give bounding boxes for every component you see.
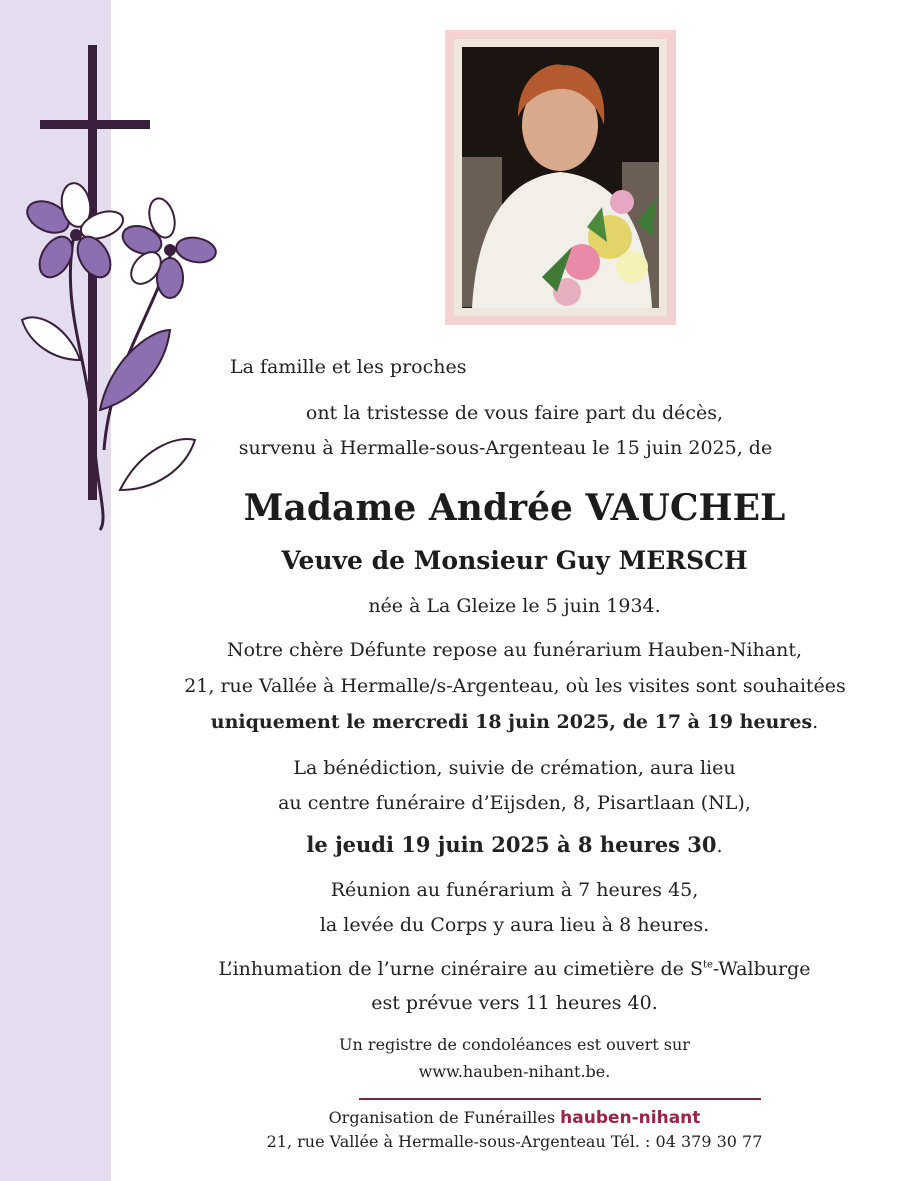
violet-flower-icon bbox=[22, 181, 127, 283]
announce-line-2: survenu à Hermalle-sous-Argenteau le 15 juin 2025, de bbox=[238, 437, 773, 459]
ceremony-line-2: au centre funéraire d’Eijsden, 8, Pisartlaan (NL), bbox=[278, 792, 751, 814]
brand-logo: hauben-nihant bbox=[560, 1108, 701, 1128]
portrait-photo bbox=[462, 47, 659, 308]
deceased-name: Madame Andrée VAUCHEL bbox=[243, 487, 786, 529]
ceremony-line-3: le jeudi 19 juin 2025 à 8 heures 30. bbox=[306, 832, 723, 857]
footer-org: Organisation de Funérailles hauben-nihant bbox=[328, 1108, 701, 1128]
footer-divider bbox=[359, 1098, 761, 1100]
cross-flower-decoration bbox=[0, 30, 240, 550]
ceremony-date: le jeudi 19 juin 2025 à 8 heures 30 bbox=[306, 832, 717, 857]
spouse-line: Veuve de Monsieur Guy MERSCH bbox=[281, 546, 748, 575]
leaf-icon bbox=[22, 317, 80, 360]
birth-line: née à La Gleize le 5 juin 1934. bbox=[368, 595, 661, 617]
burial-line-2: est prévue vers 11 heures 40. bbox=[371, 992, 658, 1014]
footer-address: 21, rue Vallée à Hermalle-sous-Argenteau Tél. : 04 379 30 77 bbox=[266, 1132, 763, 1151]
visits-line-2: 21, rue Vallée à Hermalle/s-Argenteau, où les visites sont souhaitées bbox=[184, 675, 846, 697]
announce-line-1: ont la tristesse de vous faire part du décès, bbox=[305, 402, 724, 424]
intro-text: La famille et les proches bbox=[230, 356, 467, 378]
portrait-frame bbox=[445, 30, 676, 325]
meeting-line-1: Réunion au funérarium à 7 heures 45, bbox=[330, 879, 699, 901]
violet-flower-icon bbox=[119, 196, 218, 298]
visits-date: uniquement le mercredi 18 juin 2025, de 17 à 19 heures bbox=[210, 711, 813, 733]
registry-link[interactable]: www.hauben-nihant.be. bbox=[418, 1062, 611, 1081]
burial-line-1: L’inhumation de l’urne cinéraire au cimetière de $S^{te}$-Walburge bbox=[218, 958, 811, 980]
visits-line-3: uniquement le mercredi 18 juin 2025, de 17 à 19 heures. bbox=[210, 711, 819, 733]
meeting-line-2: la levée du Corps y aura lieu à 8 heures. bbox=[319, 914, 710, 936]
ceremony-line-1: La bénédiction, suivie de crémation, aura lieu bbox=[293, 757, 736, 779]
registry-line-1: Un registre de condoléances est ouvert sur bbox=[339, 1035, 690, 1054]
visits-line-1: Notre chère Défunte repose au funérarium Hauben-Nihant, bbox=[226, 639, 802, 661]
